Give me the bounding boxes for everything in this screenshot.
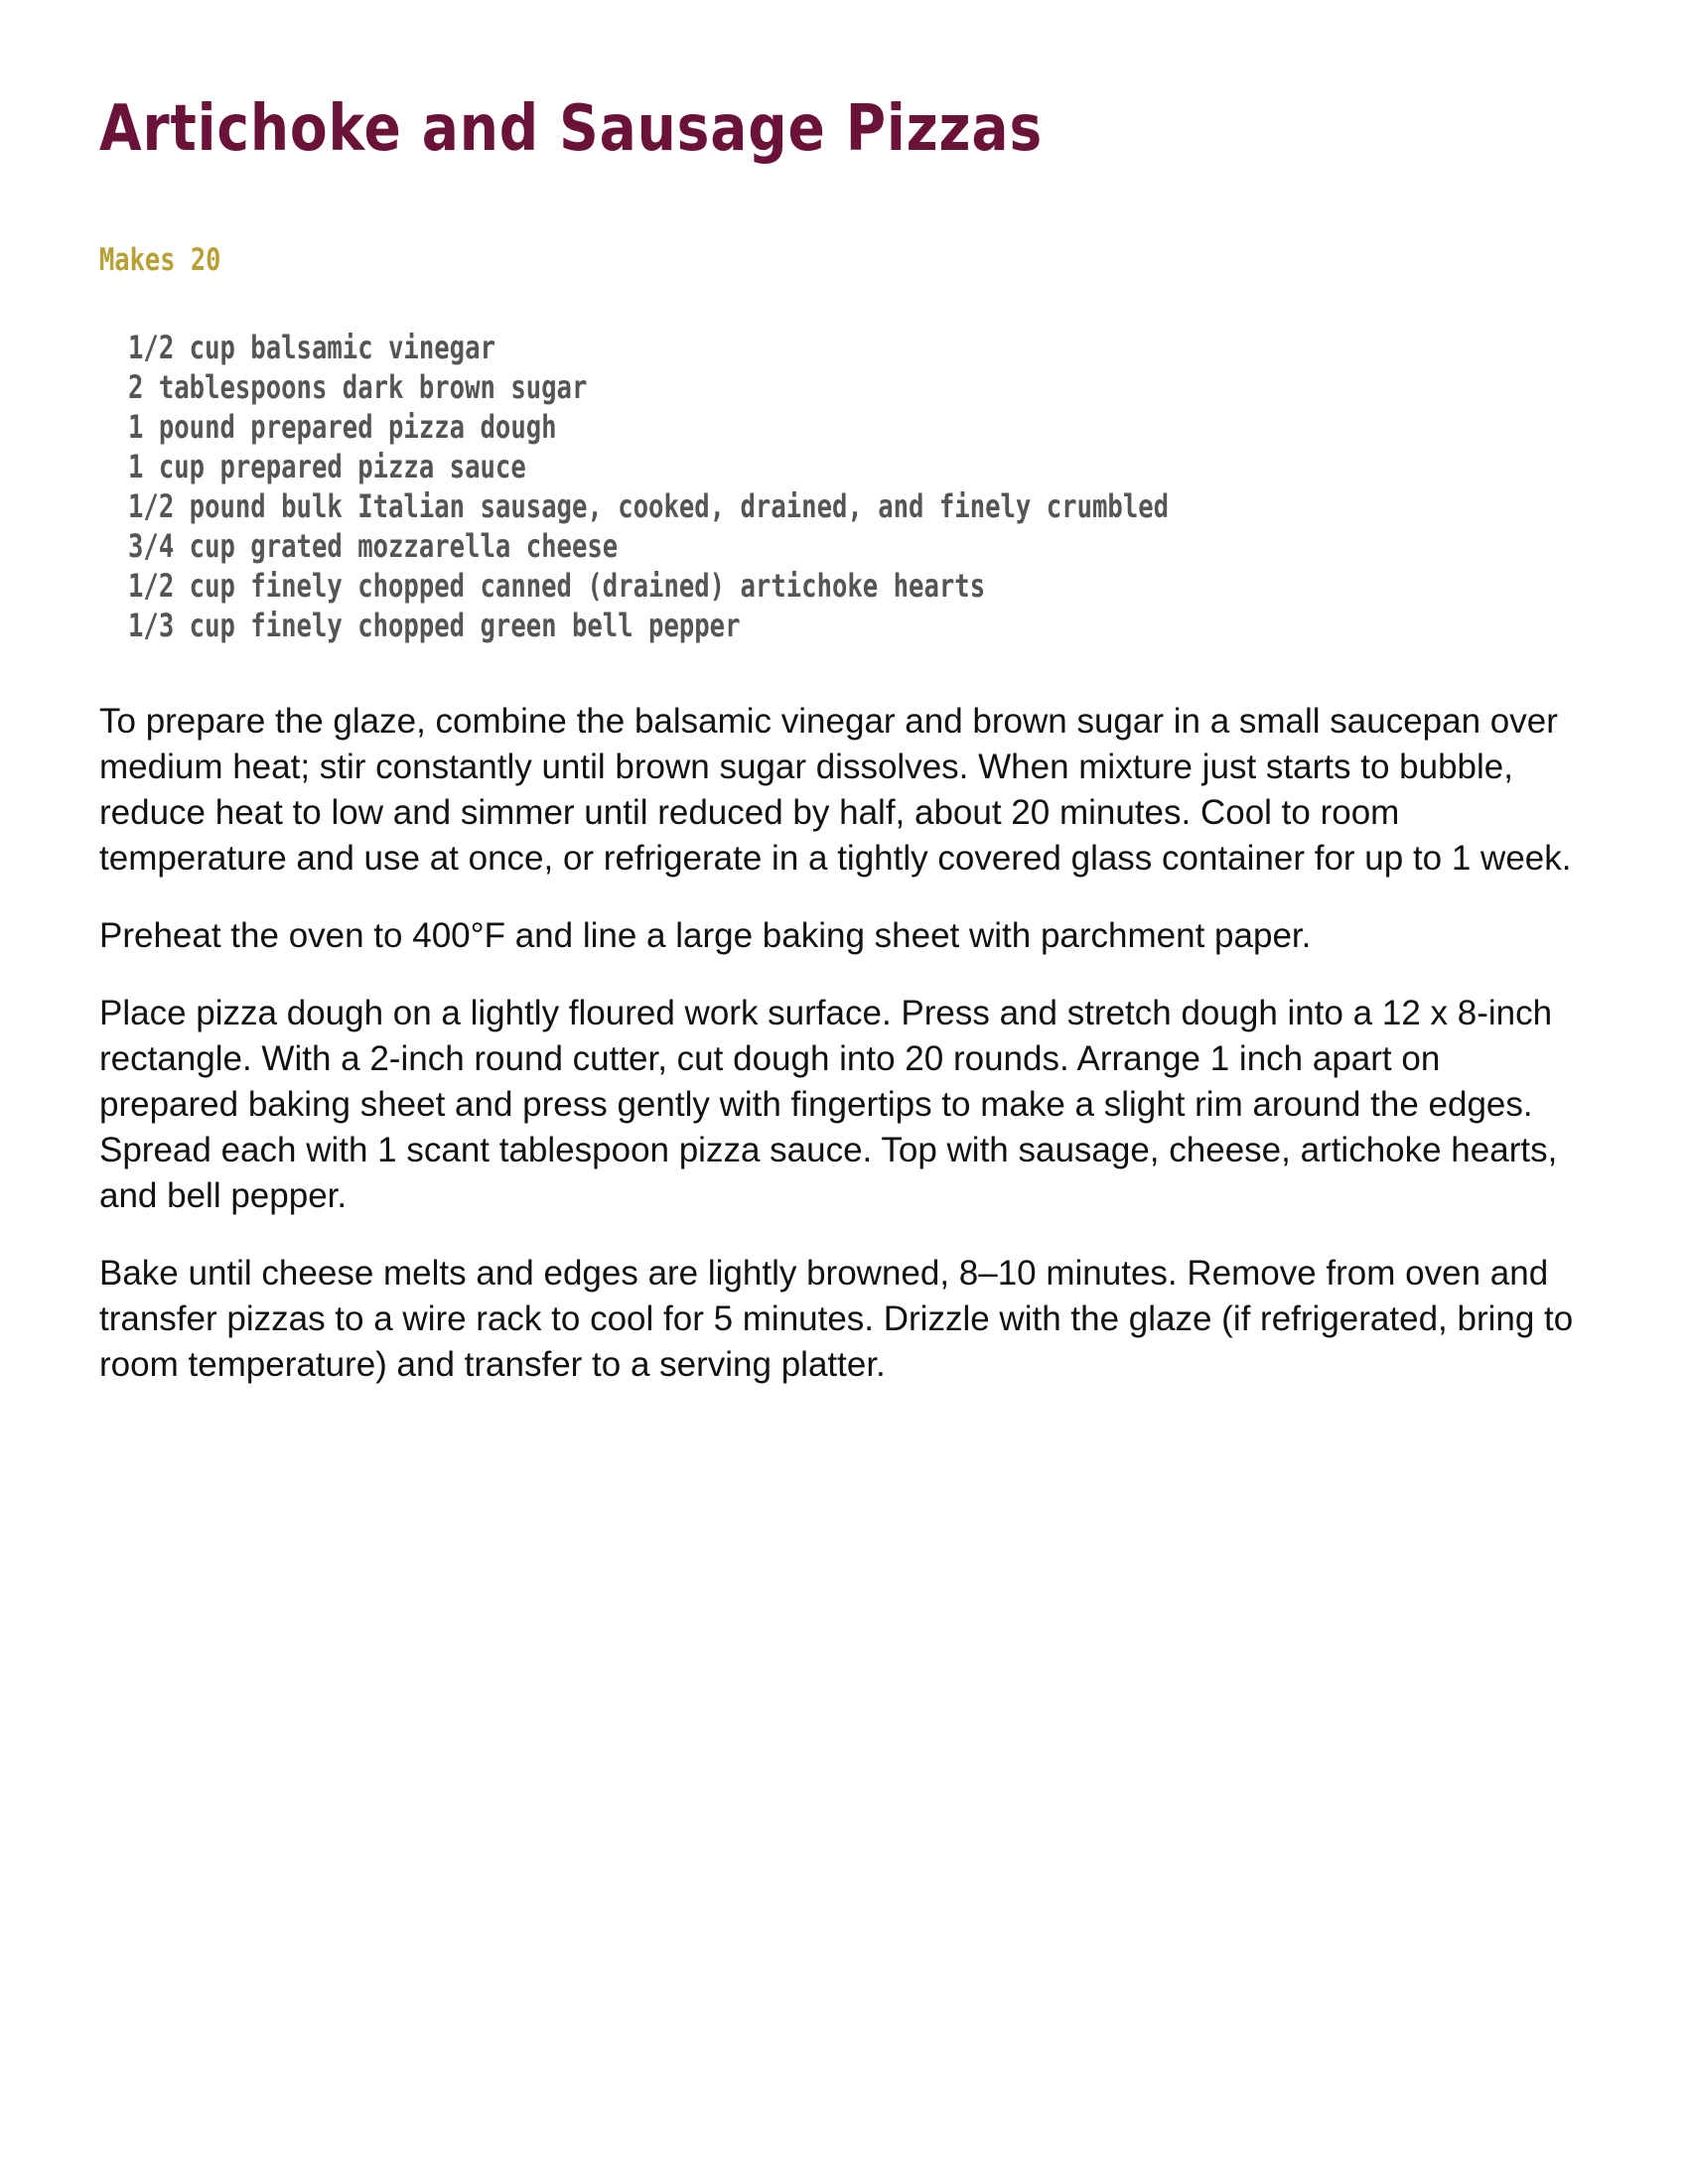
direction-paragraph: Bake until cheese melts and edges are lightly browned, 8–10 minutes. Remove from oven and transfer pizzas to a wire rack to cool for 5 minutes. Drizzle with the glaze (if refrigerated, bring to room temperature) and transfer to a serving platter. [99, 1254, 1574, 1384]
recipe-title: Artichoke and Sausage Pizzas [99, 92, 1044, 166]
ingredient-item: 1/2 cup balsamic vinegar [128, 329, 495, 366]
ingredient-item: 3/4 cup grated mozzarella cheese [128, 527, 619, 565]
ingredient-item: 1/3 cup finely chopped green bell pepper [128, 607, 741, 644]
ingredient-item: 1/2 cup finely chopped canned (drained) artichoke hearts [128, 567, 986, 605]
directions [99, 699, 1589, 1420]
ingredient-item: 1 pound prepared pizza dough [128, 408, 557, 446]
direction-paragraph: Place pizza dough on a lightly floured work surface. Press and stretch dough into a 12 x 8-inch rectangle. With a 2-inch round cutter, cut dough into 20 rounds. Arrange 1 inch apart on prepared baking sheet and press gently with fingertips to make a slight rim around the edges. Spread each with 1 scant tablespoon pizza sauce. Top with sausage, cheese, artichoke hearts, and bell pepper. [99, 994, 1558, 1215]
ingredient-item: 1 cup prepared pizza sauce [128, 448, 526, 485]
ingredient-item: 1/2 pound bulk Italian sausage, cooked, drained, and finely crumbled [128, 487, 1170, 525]
ingredient-item: 2 tablespoons dark brown sugar [128, 368, 588, 406]
recipe-yield: Makes 20 [99, 242, 221, 278]
ingredient-list [128, 328, 1169, 645]
direction-paragraph: Preheat the oven to 400°F and line a large baking sheet with parchment paper. [99, 916, 1312, 955]
direction-paragraph: To prepare the glaze, combine the balsamic vinegar and brown sugar in a small saucepan over medium heat; stir constantly until brown sugar dissolves. When mixture just starts to bubble, reduce heat to low and simmer until reduced by half, about 20 minutes. Cool to room temperature and use at once, or refrigerate in a tightly covered glass container for up to 1 week. [99, 702, 1572, 878]
